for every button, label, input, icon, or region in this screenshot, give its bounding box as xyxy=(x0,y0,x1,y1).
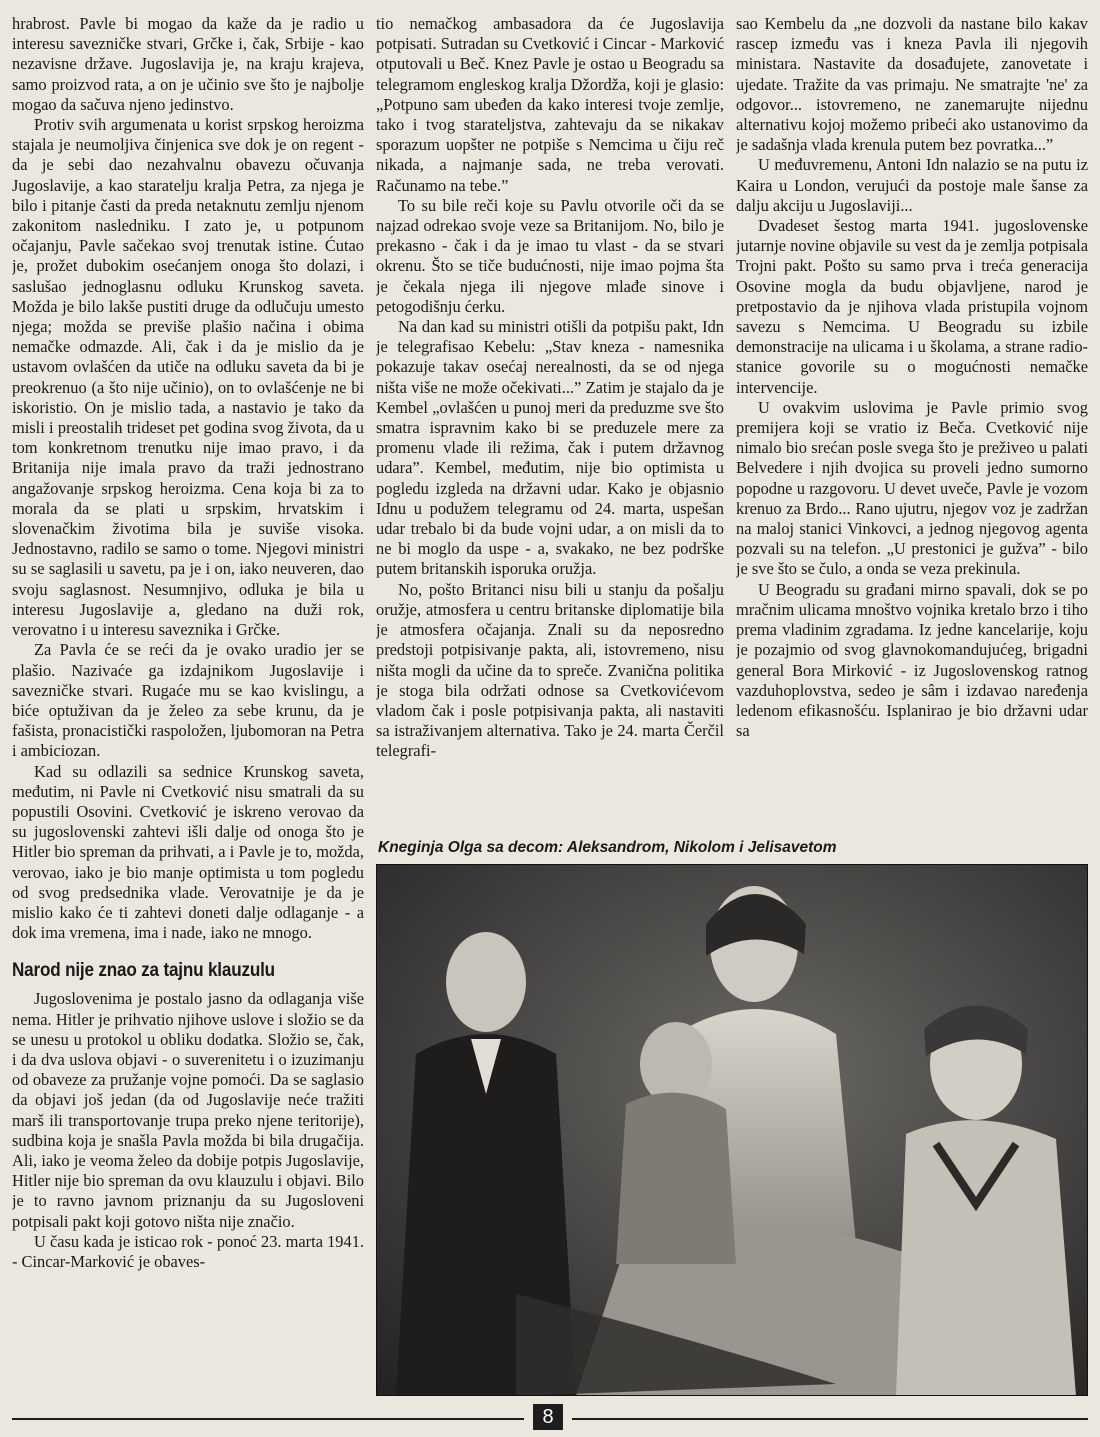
paragraph: U času kada je isticao rok - ponoć 23. marta 1941. - Cincar-Marković je obaves- xyxy=(12,1231,364,1271)
footer-rule-right xyxy=(572,1418,1088,1420)
page-number: 8 xyxy=(533,1404,563,1430)
paragraph: hrabrost. Pavle bi mogao da kaže da je radio u interesu savezničke stvari, Grčke i, čak, Srbije - kao nezavisne države. Jugoslavija je, na kraju krajeva, samo proizvod rata, a on je učinio sve što je najbolje mogao da sačuva njeno jedinstvo. xyxy=(12,14,364,114)
footer-rule-left xyxy=(12,1418,524,1420)
paragraph: U Beogradu su građani mirno spavali, dok se po mračnim ulicama mnoštvo vojnika kretalo brzo i tiho prema vladinim zgradama. Iz jedne kancelarije, koju je pozajmio od svog glavnokomandujućeg, brigadni general Bora Mirković - iz Jugoslovenskog ratnog vazduhoplovstva, sedeo je sâm i izdavao naređenja ledenom efikasnošću. Isplanirao je bio državni udar sa xyxy=(736,579,1088,741)
paragraph: No, pošto Britanci nisu bili u stanju da pošalju oružje, atmosfera u centru britanske diplomatije bila je atmosfera očajanja. Znali su da neposredno predstoji potpisivanje pakta, ali, istovremeno, nisu ništa mogli da učine da to spreče. Zvanična politika je stoga bila održati odnose sa Cvetkovićevom vladom čak i posle potpisivanja pakta, ali nastaviti sa istraživanjem alternativa. Tako je 24. marta Čerčil telegrafi- xyxy=(376,579,724,761)
paragraph: To su bile reči koje su Pavlu otvorile oči da se najzad odrekao svoje veze sa Britanijom. No, bilo je prekasno - čak i da je imao tu vlast - da se stvari okrenu. Što se tiče budućnosti, nije imao pojma šta je čekala njega ili njegove mlađe sinove i petogodišnju ćerku. xyxy=(376,195,724,316)
paragraph: U ovakvim uslovima je Pavle primio svog premijera koji se vratio iz Beča. Cvetković nije nimalo bio srećan posle svega što je preživeo u palati Belvedere i njih dvojica su proveli jedno sumorno popodne u razgovoru. U devet uveče, Pavle je vozom krenuo za Brdo... Rano ujutru, njegov voz je zadržan na maloj stanici Vinkovci, a jednog njegovog agenta pozvali su na telefon. „U prestonici je gužva” - bilo je sve što se čulo, a onda se veza prekinula. xyxy=(736,397,1088,579)
paragraph: tio nemačkog ambasadora da će Jugoslavija potpisati. Sutradan su Cvetković i Cincar - Marković otputovali u Beč. Knez Pavle je ostao u Beogradu sa telegramom engleskog kralja Džordža, koji je glasio: „Potpuno sam ubeđen da kako interesi tvoje zemlje, tako i tvog starateljstva, zahtevaju da se nikakav sporazum uopšter ne potpiše s Nemcima u čiju reč nikada, a najmanje sada, ne treba verovati. Računamo na tebe.” xyxy=(376,14,724,195)
paragraph: sao Kembelu da „ne dozvoli da nastane bilo kakav rascep između vas i kneza Pavla ili njegovih ministara. Nastavite da dosađujete, zanovetate i ujedate. Tražite da vas primaju. Ne smatrajte 'ne' za odgovor... istovremeno, ne zanemarujte nijednu alternativu kojoj možemo pribeći ako ustanovimo da je sadašnja vlada krenula putem bez povratka...” xyxy=(736,14,1088,155)
paragraph: U međuvremenu, Antoni Idn nalazio se na putu iz Kaira u London, verujući da postoje male šanse za dalju akciju u Jugoslaviji... xyxy=(736,155,1088,215)
text-column-1 xyxy=(12,14,364,1406)
photo-caption: Kneginja Olga sa decom: Aleksandrom, Nikolom i Jelisavetom xyxy=(378,839,837,856)
text-column-3 xyxy=(736,14,1088,836)
paragraph: Jugoslovenima je postalo jasno da odlaganja više nema. Hitler je prihvatio njihove uslove i složio se da se unesu u protokol u obliku dodatka. Složio se, čak, i da dva uslova objavi - o suverenitetu i o izuzimanju od obaveze za pružanje vojne pomoći. Da se saglasio da objavi još jedan (da od Jugoslavije neće tražiti marš ili transportovanje trupa preko njene teritorije), sudbina koja je snašla Pavla možda bi bila drugačija. Ali, iako je veoma želeo da dobije potpis Jugoslavije, Hitler nije bio spreman da ovu klauzulu i objavi. Bilo je to ravno javnom priznanju da su Jugosloveni potpisali pakt koji gotovo ništa nije značio. xyxy=(12,989,364,1231)
paragraph: Kad su odlazili sa sednice Krunskog saveta, međutim, ni Pavle ni Cvetković nisu smatrali da su popustili Osovini. Cvetković je iskreno verovao da su jugoslovenski zahtevi išli dalje od onoga što je Hitler bio spreman da prihvati, a i Pavle je to, možda, verovao, iako je bio manje optimista u tom pogledu od svog predsednika vlade. Verovatnije je da je mislio kako će ti zahtevi doneti dalje odlaganje - a dok ima vremena, ima i nade, iako ne mnogo. xyxy=(12,761,364,943)
family-photograph xyxy=(376,864,1088,1396)
paragraph: Za Pavla će se reći da je ovako uradio jer se plašio. Nazivaće ga izdajnikom Jugoslavije i savezničke stvari. Rugaće mu se kao kvislingu, a biće optuživan da je želeo za sebe krunu, da je fašista, pronacistički raspoložen, ljubomoran na Petra i ambiciozan. xyxy=(12,640,364,761)
paragraph: Na dan kad su ministri otišli da potpišu pakt, Idn je telegrafisao Kebelu: „Stav kneza - namesnika pokazuje takav osećaj nerealnosti, da se od njega ništa više ne može očekivati...” Zatim je stajalo da je Kembel „ovlašćen u punoj meri da preduzme sve što smatra ispravnim kako bi se preduzele mere za promenu vlade ili režima, čak i putem državnog udara”. Kembel, međutim, nije bio optimista u pogledu izgleda na državni udar. Kako je objasnio Idnu u podužem telegramu od 24. marta, uspešan udar trebalo bi da bude vojni udar, a on misli da to ne bi moglo da uspe - a, svakako, ne bez podrške putem britanskih isporuka oružja. xyxy=(376,317,724,579)
section-subheading: Narod nije znao za tajnu klauzulu xyxy=(12,960,275,982)
text-column-2 xyxy=(376,14,724,836)
paragraph: Protiv svih argumenata u korist srpskog heroizma stajala je neumoljiva činjenica sve dok je on regent - da je sebi dao nezahvalnu obavezu očuvanja Jugoslavije, a kao staratelju kralja Petra, za njega je bilo i pitanje časti da preda netaknutu zemlju njenom zakonitom nasledniku. I zato je, u potpunom očajanju, Pavle sačekao svoj trenutak istine. Ćutao je, prožet dubokim osećanjem onoga što dolazi, i saslušao jednoglasnu odluku Krunskog saveta. Možda je bilo lakše pustiti druge da odlučuju umesto njega; možda se previše plašio načina i obima nemačke odmazde. Ali, čak i da je mislio da je ustavom ovlašćen da utiče na odluku saveta da bi je preokrenuo (a što nije učinio), on to ovlašćenje ne bi iskoristio. On je mislio tada, a nastavio je tako da misli i preostalih trideset pet godina svog života, da u tom konkretnom trenutku nije imao pravo, i da Britanija nije imala pravo da traži jednostrano angažovanje srpskog heroizma. Cena koja bi za to morala da se plati u srpskim, hrvatskim i slovenačkim životima bila je suviše visoka. Jednostavno, radilo se samo o tome. Njegovi ministri su se saglasili u savetu, pa je i on, iako neuveren, dao svoju saglasnost. Nesumnjivo, odluka je bila u interesu Jugoslavije a, gledano na duži rok, verovatno i u interesu saveznika i Grčke. xyxy=(12,115,364,640)
paragraph: Dvadeset šestog marta 1941. jugoslovenske jutarnje novine objavile su vest da je zemlja potpisala Trojni pakt. Pošto su samo prva i treća generacija Osovine mogla da budu objavljene, narod je pretpostavio da je njihova vlada pristupila vojnom savezu s Nemcima. U Beogradu su izbile demonstracije na ulicama i u školama, a strane radio-stanice govorile su o mogućnosti nemačke intervencije. xyxy=(736,216,1088,397)
